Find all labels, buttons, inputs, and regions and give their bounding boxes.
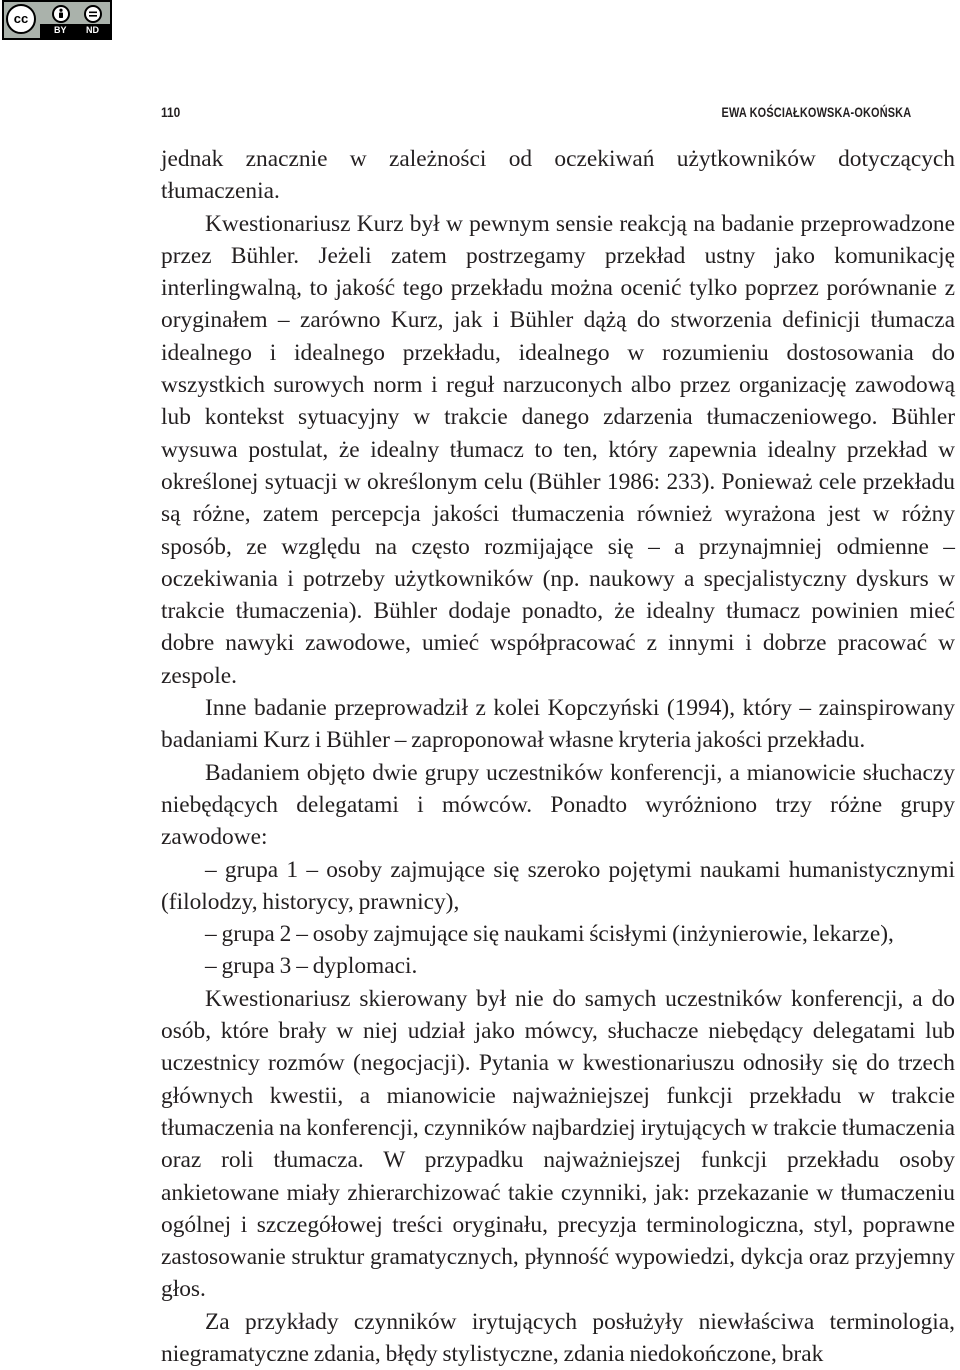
paragraph: Kwestionariusz skierowany był nie do samych uczestników konferencji, a do osób, które brały w niej udział jako mówcy, słuchacze niebędący delegatami lub uczestnicy rozmów (negocjacji). Pytania w kwestionariuszu odnosiły się do trzech głównych kwestii, a mianowicie najważniejszej funkcji przekładu w trakcie tłumaczenia na konferencji, czynników najbardziej irytujących w trakcie tłumaczenia oraz roli tłumacza. W przypadku najważniejszej funkcji przekładu osoby ankietowane miały zhierarchizować takie czynniki, jak: przekazanie w tłumaczeniu ogólnej i szczegółowej treści oryginału, precyzja terminologiczna, styl, poprawne zastosowanie struktur gramatycznych, płynność wypowiedzi, dykcja oraz przyjemny głos. [161,985,955,1303]
paragraph: Kwestionariusz Kurz był w pewnym sensie reakcją na badanie przeprowadzone przez Bühler. Jeżeli zatem postrzegamy przekład ustny jako komunikację interlingwalną, to jakość tego przekładu można ocenić tylko poprzez porównanie z oryginałem – zarówno Kurz, jak i Bühler dążą do stworzenia definicji tłumacza idealnego i idealnego przekładu, idealnego w rozumieniu dostosowania do wszystkich surowych norm i reguł narzuconych albo przez organizację zawodową lub kontekst sytuacyjny w trakcie danego zdarzenia tłumaczeniowego. Bühler wysuwa postulat, że idealny tłumacz to ten, który zapewnia idealny przekład w określonej sytuacji w określonym celu (Bühler 1986: 233). Ponieważ cele przekładu są różne, zatem percepcja jakości tłumaczenia również wyrażona jest w różny sposób, ze względu na często rozmijające się – a przynajmniej odmienne – oczekiwania i potrzeby użytkowników (np. naukowy a specjalistyczny dyskurs w trakcie tłumaczenia). Bühler dodaje ponadto, że idealny tłumacz powinien mieć dobre nawyki zawodowe, umieć współpracować z innymi i dobrze pracować w zespole. [161,210,955,689]
by-label: BY [54,25,67,35]
page-number: 110 [161,104,181,120]
paragraph: jednak znacznie w zależności od oczekiwań użytkowników dotyczących tłumaczenia. [161,146,955,205]
cc-license-badge [2,0,112,40]
list-item: – grupa 1 – osoby zajmujące się szeroko pojętymi naukami humanistycznymi (filolodzy, historycy, prawnicy), [161,856,955,915]
list-item: – grupa 2 – osoby zajmujące się naukami ścisłymi (inżynierowie, lekarze), [205,921,894,948]
cc-logo-icon: cc [6,4,36,34]
paragraph: Inne badanie przeprowadził z kolei Kopczyński (1994), który – zainspirowany badaniami Kurz i Bühler – zaproponował własne kryteria jakości przekładu. [161,695,955,754]
running-head-author: EWA KOŚCIAŁKOWSKA-OKOŃSKA [721,104,911,120]
paragraph: Za przykłady czynników irytujących posłużyły niewłaściwa terminologia, niegramatyczne zdania, błędy stylistyczne, zdania niedokończone, brak [161,1308,955,1367]
list-item: – grupa 3 – dyplomaci. [205,953,418,980]
body-text [161,143,955,1370]
nd-label: ND [86,25,99,35]
equals-icon [84,5,102,23]
person-icon [52,5,70,23]
cc-badge-label-strip [40,24,110,38]
paragraph: Badaniem objęto dwie grupy uczestników konferencji, a mianowicie słuchaczy niebędących delegatami i mówców. Ponadto wyróżniono trzy różne grupy zawodowe: [161,759,955,851]
page-header [161,104,911,128]
